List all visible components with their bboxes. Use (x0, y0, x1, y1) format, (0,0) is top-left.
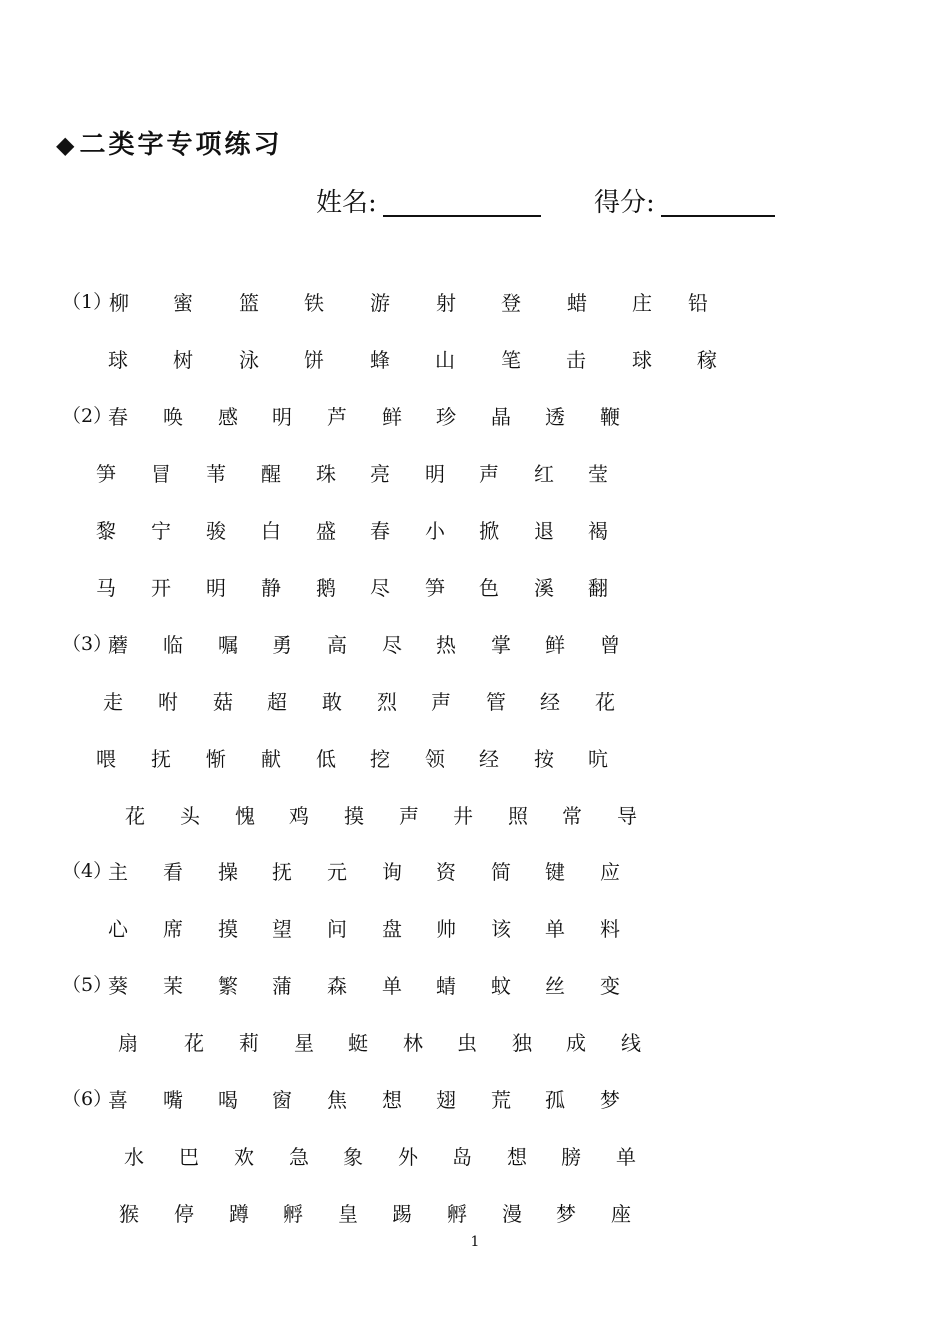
practice-character: 外 (398, 1145, 418, 1169)
practice-character: 掀 (479, 519, 499, 543)
practice-character: 询 (382, 860, 402, 884)
practice-character: 登 (501, 291, 521, 315)
practice-character: 游 (370, 291, 390, 315)
practice-character: 透 (545, 405, 565, 429)
practice-character: 蜡 (567, 291, 587, 315)
practice-character: 色 (479, 576, 499, 600)
practice-character: 摸 (218, 917, 238, 941)
practice-character: 单 (382, 974, 402, 998)
group-label: （2） (62, 405, 113, 427)
practice-character: 开 (151, 576, 171, 600)
practice-character: 井 (453, 804, 473, 828)
title-text: 二类字专项练习 (79, 130, 283, 160)
practice-character: 喂 (96, 747, 116, 771)
group-label: （6） (62, 1088, 113, 1110)
practice-character: 独 (512, 1031, 532, 1055)
practice-character: 亮 (370, 462, 390, 486)
practice-character: 晶 (491, 405, 511, 429)
practice-character: 蜻 (436, 974, 456, 998)
practice-character: 应 (600, 860, 620, 884)
practice-character: 操 (218, 860, 238, 884)
practice-character: 常 (562, 804, 582, 828)
practice-character: 孵 (283, 1202, 303, 1226)
practice-character: 猴 (119, 1202, 139, 1226)
practice-character: 球 (108, 348, 128, 372)
practice-character: 黎 (96, 519, 116, 543)
practice-character: 惭 (206, 747, 226, 771)
practice-character: 盘 (382, 917, 402, 941)
practice-character: 小 (425, 519, 445, 543)
practice-character: 翻 (588, 576, 608, 600)
practice-character: 线 (621, 1031, 641, 1055)
practice-character: 春 (108, 405, 128, 429)
practice-character: 翅 (436, 1088, 456, 1112)
practice-character: 蚊 (491, 974, 511, 998)
group-label: （4） (62, 860, 113, 882)
practice-character: 笔 (501, 348, 521, 372)
practice-character: 声 (399, 804, 419, 828)
practice-character: 窗 (272, 1088, 292, 1112)
practice-character: 笋 (425, 576, 445, 600)
practice-character: 象 (343, 1145, 363, 1169)
practice-character: 照 (508, 804, 528, 828)
practice-character: 苇 (206, 462, 226, 486)
practice-character: 尽 (382, 633, 402, 657)
practice-character: 导 (617, 804, 637, 828)
practice-character: 急 (289, 1145, 309, 1169)
practice-character: 铅 (688, 291, 708, 315)
practice-character: 摸 (344, 804, 364, 828)
name-field (316, 182, 541, 219)
practice-character: 扇 (118, 1031, 138, 1055)
practice-character: 星 (294, 1031, 314, 1055)
practice-character: 明 (272, 405, 292, 429)
practice-character: 孵 (447, 1202, 467, 1226)
score-blank[interactable] (661, 187, 775, 217)
practice-character: 元 (327, 860, 347, 884)
practice-character: 庄 (632, 291, 652, 315)
name-blank[interactable] (383, 187, 541, 217)
practice-character: 低 (316, 747, 336, 771)
practice-character: 座 (611, 1202, 631, 1226)
practice-character: 喝 (218, 1088, 238, 1112)
practice-character: 明 (425, 462, 445, 486)
practice-character: 想 (382, 1088, 402, 1112)
practice-character: 管 (486, 690, 506, 714)
practice-character: 春 (370, 519, 390, 543)
practice-character: 荒 (491, 1088, 511, 1112)
practice-character: 蜂 (370, 348, 390, 372)
diamond-bullet-icon: ◆ (56, 130, 78, 159)
practice-character: 掌 (491, 633, 511, 657)
practice-character: 稼 (697, 348, 717, 372)
practice-character: 莹 (588, 462, 608, 486)
practice-character: 踢 (392, 1202, 412, 1226)
practice-character: 鞭 (600, 405, 620, 429)
practice-character: 领 (425, 747, 445, 771)
practice-character: 孤 (545, 1088, 565, 1112)
practice-character: 球 (632, 348, 652, 372)
practice-character: 经 (540, 690, 560, 714)
practice-character: 醒 (261, 462, 281, 486)
practice-character: 鲜 (382, 405, 402, 429)
practice-character: 资 (436, 860, 456, 884)
practice-character: 骏 (206, 519, 226, 543)
practice-character: 蜓 (348, 1031, 368, 1055)
practice-character: 席 (163, 917, 183, 941)
practice-character: 花 (184, 1031, 204, 1055)
practice-character: 感 (218, 405, 238, 429)
practice-character: 葵 (108, 974, 128, 998)
practice-character: 声 (479, 462, 499, 486)
practice-character: 梦 (556, 1202, 576, 1226)
practice-character: 热 (436, 633, 456, 657)
practice-character: 白 (261, 519, 281, 543)
practice-character: 冒 (151, 462, 171, 486)
practice-character: 心 (108, 917, 128, 941)
practice-character: 柳 (109, 291, 129, 315)
practice-character: 林 (403, 1031, 423, 1055)
practice-character: 头 (180, 804, 200, 828)
practice-character: 盛 (316, 519, 336, 543)
group-label: （1） (62, 291, 113, 313)
practice-character: 篮 (239, 291, 259, 315)
score-field (594, 182, 775, 219)
practice-character: 饼 (304, 348, 324, 372)
practice-character: 鲜 (545, 633, 565, 657)
practice-character: 静 (261, 576, 281, 600)
practice-character: 山 (435, 348, 455, 372)
name-label: 姓名: (316, 188, 377, 218)
practice-character: 蜜 (173, 291, 193, 315)
practice-character: 水 (124, 1145, 144, 1169)
practice-character: 献 (261, 747, 281, 771)
practice-character: 单 (616, 1145, 636, 1169)
practice-character: 皇 (338, 1202, 358, 1226)
practice-character: 芦 (327, 405, 347, 429)
practice-character: 梦 (600, 1088, 620, 1112)
practice-character: 超 (267, 690, 287, 714)
practice-character: 走 (103, 690, 123, 714)
practice-character: 繁 (218, 974, 238, 998)
practice-character: 抚 (272, 860, 292, 884)
practice-character: 珍 (436, 405, 456, 429)
practice-character: 成 (566, 1031, 586, 1055)
practice-character: 愧 (235, 804, 255, 828)
practice-character: 唤 (163, 405, 183, 429)
practice-character: 红 (534, 462, 554, 486)
group-label: （5） (62, 974, 113, 996)
practice-character: 射 (436, 291, 456, 315)
practice-character: 珠 (316, 462, 336, 486)
practice-character: 烈 (377, 690, 397, 714)
practice-character: 停 (174, 1202, 194, 1226)
practice-character: 嘱 (218, 633, 238, 657)
practice-character: 膀 (561, 1145, 581, 1169)
practice-character: 抚 (151, 747, 171, 771)
practice-character: 想 (507, 1145, 527, 1169)
practice-character: 蹲 (229, 1202, 249, 1226)
practice-character: 岛 (452, 1145, 472, 1169)
practice-character: 按 (534, 747, 554, 771)
practice-character: 宁 (151, 519, 171, 543)
practice-character: 问 (327, 917, 347, 941)
practice-character: 帅 (436, 917, 456, 941)
practice-character: 尽 (370, 576, 390, 600)
practice-character: 键 (545, 860, 565, 884)
practice-character: 高 (327, 633, 347, 657)
practice-character: 料 (600, 917, 620, 941)
practice-character: 蒲 (272, 974, 292, 998)
practice-character: 巴 (179, 1145, 199, 1169)
score-label: 得分: (594, 188, 655, 218)
practice-character: 喜 (108, 1088, 128, 1112)
practice-character: 树 (173, 348, 193, 372)
practice-character: 漫 (502, 1202, 522, 1226)
practice-character: 简 (491, 860, 511, 884)
practice-character: 马 (96, 576, 116, 600)
practice-character: 曾 (600, 633, 620, 657)
practice-character: 临 (163, 633, 183, 657)
practice-character: 望 (272, 917, 292, 941)
practice-character: 经 (479, 747, 499, 771)
practice-character: 嘴 (163, 1088, 183, 1112)
practice-character: 该 (491, 917, 511, 941)
practice-character: 菇 (213, 690, 233, 714)
practice-character: 丝 (545, 974, 565, 998)
practice-character: 笋 (96, 462, 116, 486)
practice-character: 鹅 (316, 576, 336, 600)
practice-character: 溪 (534, 576, 554, 600)
practice-character: 森 (327, 974, 347, 998)
practice-character: 莉 (239, 1031, 259, 1055)
practice-character: 主 (108, 860, 128, 884)
practice-character: 鸡 (289, 804, 309, 828)
practice-character: 变 (600, 974, 620, 998)
practice-character: 花 (125, 804, 145, 828)
practice-character: 焦 (327, 1088, 347, 1112)
practice-character: 挖 (370, 747, 390, 771)
practice-character: 单 (545, 917, 565, 941)
practice-character: 褐 (588, 519, 608, 543)
practice-character: 虫 (457, 1031, 477, 1055)
practice-character: 声 (431, 690, 451, 714)
practice-character: 铁 (304, 291, 324, 315)
practice-character: 欢 (234, 1145, 254, 1169)
practice-character: 勇 (272, 633, 292, 657)
practice-character: 茉 (163, 974, 183, 998)
practice-character: 蘑 (108, 633, 128, 657)
practice-character: 吭 (588, 747, 608, 771)
practice-character: 泳 (239, 348, 259, 372)
practice-character: 花 (595, 690, 615, 714)
practice-character: 明 (206, 576, 226, 600)
practice-character: 退 (534, 519, 554, 543)
practice-character: 咐 (158, 690, 178, 714)
worksheet-title (56, 124, 282, 161)
practice-character: 看 (163, 860, 183, 884)
practice-character: 击 (566, 348, 586, 372)
page-number: 1 (470, 1234, 480, 1250)
group-label: （3） (62, 633, 113, 655)
practice-character: 敢 (322, 690, 342, 714)
